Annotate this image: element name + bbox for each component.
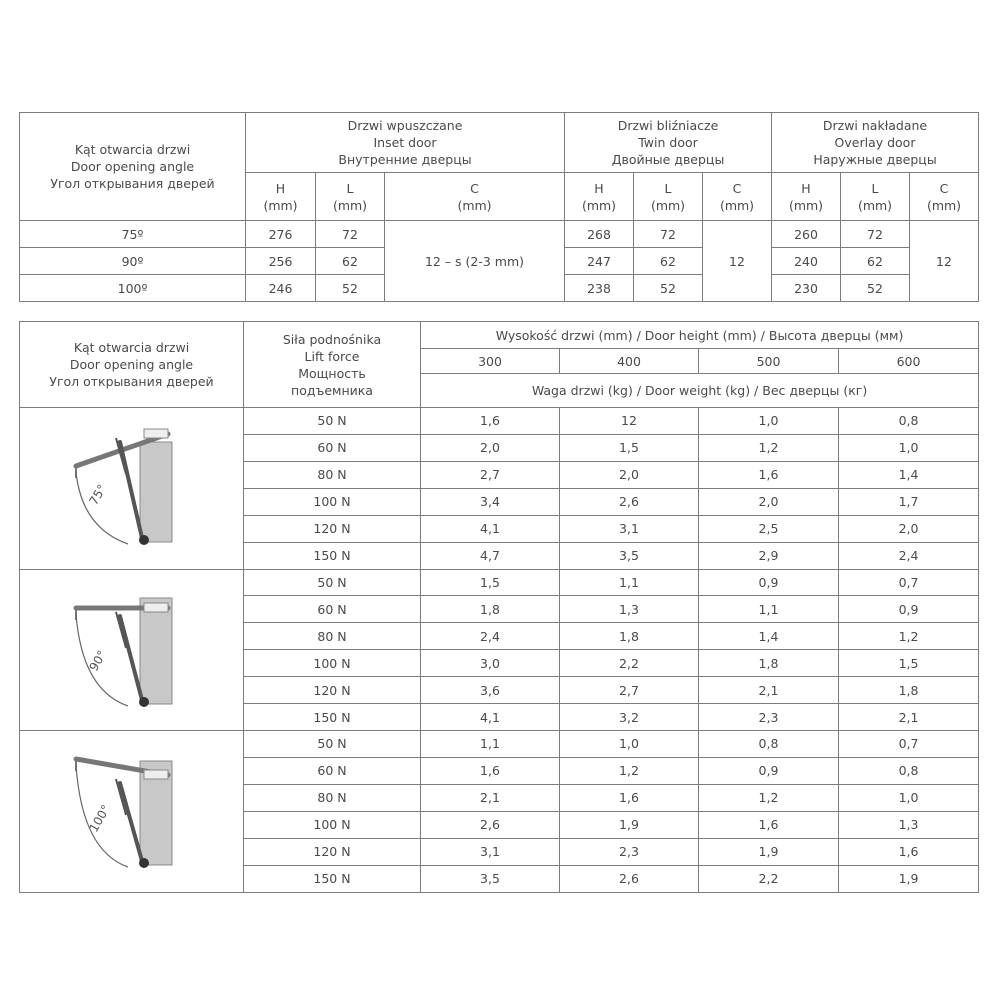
door-weight-cell: 1,6	[839, 838, 979, 865]
height-300: 300	[421, 349, 560, 374]
height-600: 600	[839, 349, 979, 374]
lift-force-cell: 60 N	[244, 757, 421, 784]
door-weight-cell: 0,8	[699, 731, 839, 758]
inset-h-header: H (mm)	[246, 173, 316, 221]
lift-force-pl: Siła podnośnika	[282, 331, 382, 347]
twin-h-header: H (mm)	[565, 173, 634, 221]
door-weight-cell: 2,1	[699, 677, 839, 704]
angle-header-ru: Угол открывания дверей	[50, 176, 215, 191]
door-weight-cell: 1,9	[839, 865, 979, 892]
inset-l-header: L (mm)	[316, 173, 385, 221]
angle-header-en: Door opening angle	[69, 357, 194, 372]
table-row	[20, 221, 979, 248]
door-weight-cell: 1,6	[560, 784, 699, 811]
twin-door-pl: Drzwi bliźniacze	[617, 118, 719, 133]
overlay-door-ru: Наружные дверцы	[813, 152, 937, 167]
angle-diagram-cell	[20, 731, 244, 893]
lift-force-cell: 120 N	[244, 677, 421, 704]
door-weight-cell: 2,0	[699, 488, 839, 515]
angle-header-ru: Угол открывания дверей	[49, 374, 214, 389]
door-weight-cell: 2,3	[560, 838, 699, 865]
overlay-l-cell: 72	[841, 221, 910, 248]
lift-force-table	[19, 321, 979, 893]
door-weight-cell: 0,9	[699, 569, 839, 596]
angle-diagram-cell	[20, 408, 244, 570]
inset-door-en: Inset door	[373, 135, 437, 150]
lift-force-cell: 100 N	[244, 650, 421, 677]
inset-h-cell: 276	[246, 221, 316, 248]
lift-force-cell: 50 N	[244, 408, 421, 435]
door-weight-cell: 1,0	[560, 731, 699, 758]
door-weight-cell: 1,1	[699, 596, 839, 623]
door-weight-cell: 1,2	[699, 784, 839, 811]
door-weight-cell: 1,8	[699, 650, 839, 677]
door-weight-header: Waga drzwi (kg) / Door weight (kg) / Вес дверцы (кг)	[421, 374, 979, 408]
overlay-c-header: C (mm)	[910, 173, 979, 221]
door-weight-cell: 2,6	[560, 865, 699, 892]
overlay-l-cell: 52	[841, 275, 910, 302]
door-weight-cell: 1,4	[699, 623, 839, 650]
door-weight-cell: 1,2	[699, 434, 839, 461]
lift-force-cell: 50 N	[244, 569, 421, 596]
door-weight-cell: 12	[560, 408, 699, 435]
door-weight-cell: 1,1	[421, 731, 560, 758]
overlay-h-cell: 260	[772, 221, 841, 248]
door-weight-cell: 2,6	[421, 811, 560, 838]
door-weight-cell: 1,5	[560, 434, 699, 461]
overlay-l-header: L (mm)	[841, 173, 910, 221]
table-row	[20, 569, 979, 596]
inset-l-cell: 62	[316, 248, 385, 275]
door-weight-cell: 1,7	[839, 488, 979, 515]
inset-h-cell: 256	[246, 248, 316, 275]
lift-force-cell: 120 N	[244, 515, 421, 542]
door-weight-cell: 1,9	[560, 811, 699, 838]
door-weight-cell: 1,8	[421, 596, 560, 623]
door-weight-cell: 1,2	[560, 757, 699, 784]
overlay-l-cell: 62	[841, 248, 910, 275]
door-weight-cell: 3,0	[421, 650, 560, 677]
lift-force-cell: 50 N	[244, 731, 421, 758]
door-weight-cell: 1,5	[421, 569, 560, 596]
door-weight-cell: 3,5	[560, 542, 699, 569]
door-weight-cell: 2,1	[421, 784, 560, 811]
inset-c-header: C (mm)	[385, 173, 565, 221]
door-weight-cell: 1,4	[839, 461, 979, 488]
hinge-90-diagram-icon	[62, 580, 202, 720]
door-weight-cell: 0,7	[839, 569, 979, 596]
door-weight-cell: 2,7	[560, 677, 699, 704]
door-weight-cell: 1,8	[839, 677, 979, 704]
twin-h-cell: 247	[565, 248, 634, 275]
inset-door-pl: Drzwi wpuszczane	[347, 118, 463, 133]
door-weight-cell: 1,3	[839, 811, 979, 838]
door-weight-cell: 2,6	[560, 488, 699, 515]
angle-header-en: Door opening angle	[70, 159, 195, 174]
lift-force-cell: 150 N	[244, 865, 421, 892]
door-weight-cell: 4,1	[421, 515, 560, 542]
lift-force-en: Lift force	[304, 348, 360, 364]
angle-cell: 90º	[20, 248, 246, 275]
inset-door-header	[246, 113, 565, 173]
door-weight-cell: 1,1	[560, 569, 699, 596]
door-weight-cell: 1,9	[699, 838, 839, 865]
lift-force-cell: 80 N	[244, 784, 421, 811]
door-weight-cell: 1,0	[839, 784, 979, 811]
twin-h-cell: 268	[565, 221, 634, 248]
overlay-h-cell: 230	[772, 275, 841, 302]
twin-l-cell: 52	[634, 275, 703, 302]
twin-h-cell: 238	[565, 275, 634, 302]
door-weight-cell: 2,7	[421, 461, 560, 488]
door-weight-cell: 3,6	[421, 677, 560, 704]
door-weight-cell: 4,7	[421, 542, 560, 569]
hinge-75-diagram-icon	[62, 418, 202, 558]
door-weight-cell: 1,3	[560, 596, 699, 623]
angle-label: 75°	[85, 482, 109, 508]
door-weight-cell: 2,1	[839, 704, 979, 731]
lift-force-header	[244, 322, 421, 408]
angle-cell: 100º	[20, 275, 246, 302]
door-weight-cell: 2,0	[839, 515, 979, 542]
door-weight-cell: 0,9	[699, 757, 839, 784]
twin-door-en: Twin door	[638, 135, 698, 150]
lift-force-cell: 80 N	[244, 623, 421, 650]
door-weight-cell: 3,1	[421, 838, 560, 865]
inset-door-ru: Внутренние дверцы	[338, 152, 472, 167]
door-weight-cell: 1,0	[839, 434, 979, 461]
door-weight-cell: 4,1	[421, 704, 560, 731]
angle-label: 100°	[85, 802, 113, 835]
door-dimensions-table	[19, 112, 979, 302]
lift-force-cell: 100 N	[244, 488, 421, 515]
door-weight-cell: 3,1	[560, 515, 699, 542]
height-400: 400	[560, 349, 699, 374]
lift-force-cell: 100 N	[244, 811, 421, 838]
overlay-h-cell: 240	[772, 248, 841, 275]
twin-l-cell: 72	[634, 221, 703, 248]
twin-l-header: L (mm)	[634, 173, 703, 221]
door-weight-cell: 1,5	[839, 650, 979, 677]
angle-header-cell	[20, 113, 246, 221]
door-weight-cell: 2,2	[560, 650, 699, 677]
twin-c-cell: 12	[703, 221, 772, 302]
door-weight-cell: 2,5	[699, 515, 839, 542]
lift-force-cell: 150 N	[244, 542, 421, 569]
overlay-door-header	[772, 113, 979, 173]
table-row	[20, 731, 979, 758]
door-weight-cell: 3,4	[421, 488, 560, 515]
lift-force-cell: 60 N	[244, 434, 421, 461]
lift-force-cell: 60 N	[244, 596, 421, 623]
door-weight-cell: 2,9	[699, 542, 839, 569]
door-weight-cell: 0,7	[839, 731, 979, 758]
twin-door-ru: Двойные дверцы	[611, 152, 725, 167]
inset-l-cell: 72	[316, 221, 385, 248]
lift-force-cell: 80 N	[244, 461, 421, 488]
overlay-door-pl: Drzwi nakładane	[822, 118, 928, 133]
angle-cell: 75º	[20, 221, 246, 248]
door-weight-cell: 2,4	[421, 623, 560, 650]
door-height-header: Wysokość drzwi (mm) / Door height (mm) / Высота дверцы (мм)	[421, 322, 979, 349]
lift-force-cell: 120 N	[244, 838, 421, 865]
overlay-door-en: Overlay door	[834, 135, 916, 150]
angle-header-pl: Kąt otwarcia drzwi	[74, 142, 191, 157]
inset-c-cell: 12 – s (2-3 mm)	[385, 221, 565, 302]
door-weight-cell: 3,2	[560, 704, 699, 731]
door-weight-cell: 1,6	[699, 461, 839, 488]
lift-force-cell: 150 N	[244, 704, 421, 731]
hinge-100-diagram-icon	[62, 741, 202, 881]
door-weight-cell: 1,6	[699, 811, 839, 838]
door-weight-cell: 2,0	[421, 434, 560, 461]
inset-l-cell: 52	[316, 275, 385, 302]
angle-header-cell	[20, 322, 244, 408]
twin-l-cell: 62	[634, 248, 703, 275]
overlay-c-cell: 12	[910, 221, 979, 302]
inset-h-cell: 246	[246, 275, 316, 302]
lift-force-ru-1: Мощность	[298, 365, 366, 381]
door-weight-cell: 3,5	[421, 865, 560, 892]
door-weight-cell: 2,0	[560, 461, 699, 488]
door-weight-cell: 0,8	[839, 408, 979, 435]
table-row	[20, 408, 979, 435]
door-weight-cell: 1,0	[699, 408, 839, 435]
height-500: 500	[699, 349, 839, 374]
door-weight-cell: 0,9	[839, 596, 979, 623]
angle-label: 90°	[85, 647, 109, 674]
door-weight-cell: 1,6	[421, 757, 560, 784]
door-weight-cell: 1,2	[839, 623, 979, 650]
twin-door-header	[565, 113, 772, 173]
door-weight-cell: 0,8	[839, 757, 979, 784]
twin-c-header: C (mm)	[703, 173, 772, 221]
door-weight-cell: 2,4	[839, 542, 979, 569]
angle-diagram-cell	[20, 569, 244, 731]
lift-force-ru-2: подъемника	[291, 382, 373, 398]
door-weight-cell: 1,8	[560, 623, 699, 650]
door-weight-cell: 2,2	[699, 865, 839, 892]
overlay-h-header: H (mm)	[772, 173, 841, 221]
door-weight-cell: 1,6	[421, 408, 560, 435]
angle-header-pl: Kąt otwarcia drzwi	[73, 340, 190, 355]
door-weight-cell: 2,3	[699, 704, 839, 731]
